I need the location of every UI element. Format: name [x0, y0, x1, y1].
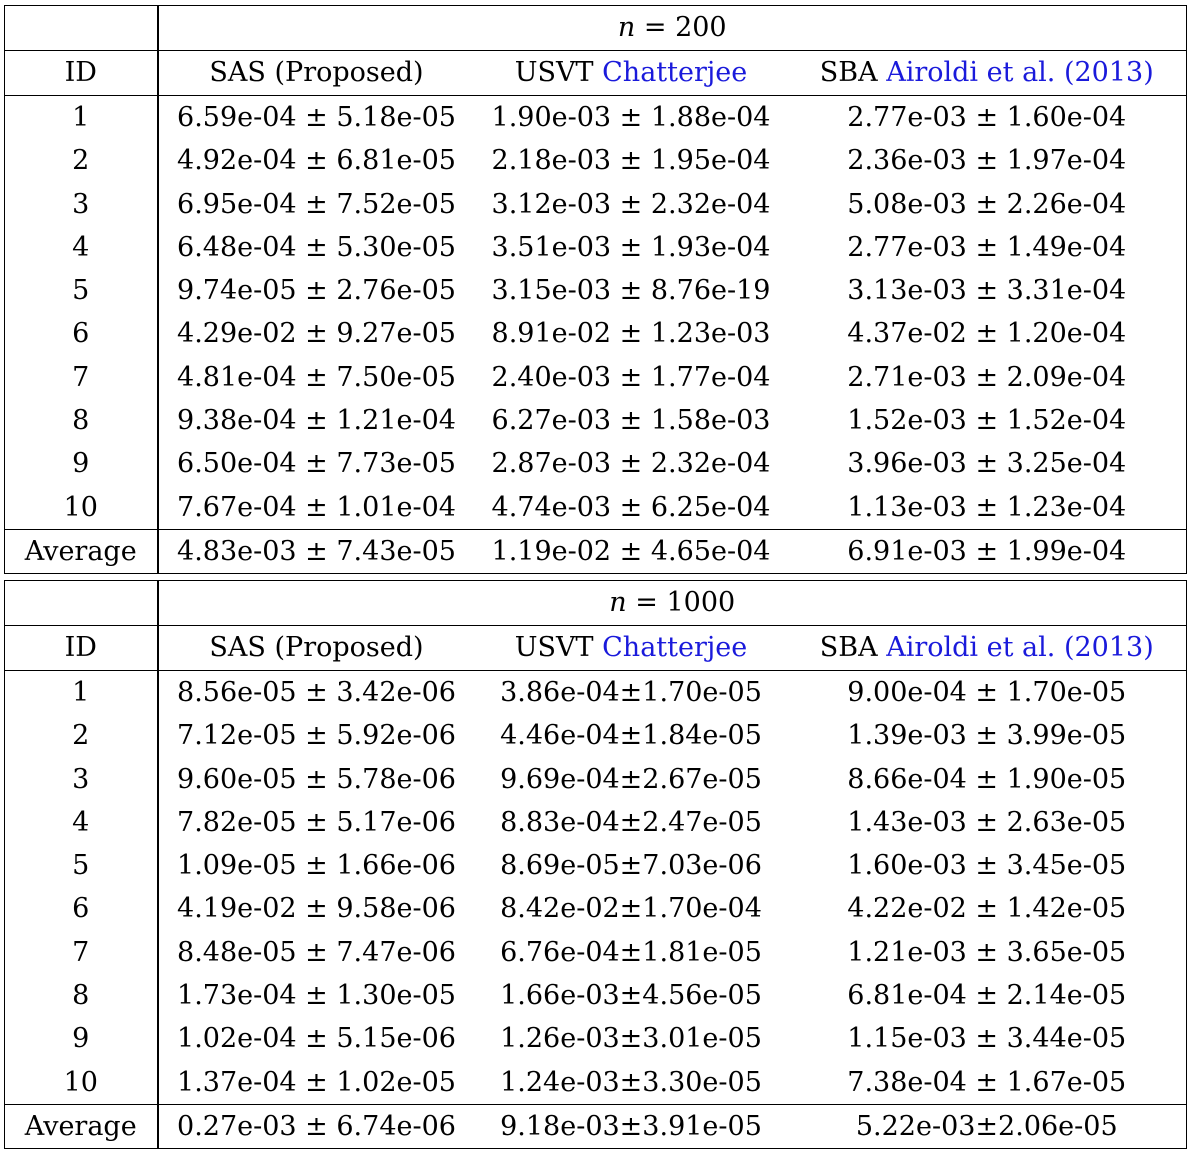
table-row [5, 442, 1187, 485]
usvt-cell: 1.66e-03±4.56e-05 [500, 980, 762, 1012]
average-sba-cell: 6.91e-03 ± 1.99e-04 [788, 529, 1187, 573]
sba-cell: 1.21e-03 ± 3.65e-05 [788, 931, 1187, 974]
id-cell: 5 [5, 844, 158, 887]
n-header-cell [158, 6, 1187, 51]
sas-cell: 1.09e-05 ± 1.66e-06 [177, 850, 456, 882]
table-row [5, 844, 1187, 887]
n-value: 200 [675, 12, 727, 43]
table-row [5, 714, 1187, 757]
sas-cell: 9.74e-05 ± 2.76e-05 [177, 275, 456, 307]
n-header-cell [158, 581, 1187, 626]
average-usvt-cell: 9.18e-03±3.91e-05 [475, 1104, 788, 1148]
equals-sign: = [635, 12, 676, 43]
sas-cell: 9.60e-05 ± 5.78e-06 [177, 763, 456, 795]
blank-corner-cell [5, 581, 158, 626]
table-body [5, 671, 1187, 1105]
table-row [5, 887, 1187, 930]
sas-cell: 4.29e-02 ± 9.27e-05 [177, 318, 456, 350]
usvt-citation-link[interactable]: Chatterjee [602, 57, 748, 88]
usvt-cell: 3.51e-03 ± 1.93e-04 [491, 231, 771, 263]
sba-cell: 1.60e-03 ± 3.45e-05 [788, 844, 1187, 887]
sas-cell: 1.02e-04 ± 5.15e-06 [177, 1023, 456, 1055]
sba-cell: 5.08e-03 ± 2.26e-04 [788, 183, 1187, 226]
sas-cell: 4.81e-04 ± 7.50e-05 [177, 361, 456, 393]
usvt-citation-link[interactable]: Chatterjee [602, 632, 748, 663]
sas-cell: 9.38e-04 ± 1.21e-04 [177, 405, 456, 437]
usvt-label: USVT [514, 57, 594, 88]
id-cell: 5 [5, 269, 158, 312]
sba-cell: 3.13e-03 ± 3.31e-04 [788, 269, 1187, 312]
sba-cell: 1.13e-03 ± 1.23e-04 [788, 486, 1187, 530]
table-row [5, 356, 1187, 399]
id-cell: 4 [5, 226, 158, 269]
equals-sign: = [626, 587, 667, 618]
usvt-cell: 6.27e-03 ± 1.58e-03 [491, 405, 771, 437]
sba-cell: 2.71e-03 ± 2.09e-04 [788, 356, 1187, 399]
id-cell: 6 [5, 312, 158, 355]
usvt-cell: 8.91e-02 ± 1.23e-03 [491, 318, 771, 350]
sas-cell: 4.92e-04 ± 6.81e-05 [177, 145, 456, 177]
id-cell: 10 [5, 486, 158, 530]
sas-cell: 4.19e-02 ± 9.58e-06 [177, 893, 456, 925]
sba-cell: 7.38e-04 ± 1.67e-05 [788, 1061, 1187, 1105]
id-cell: 7 [5, 931, 158, 974]
table-row [5, 183, 1187, 226]
sba-cell: 8.66e-04 ± 1.90e-05 [788, 758, 1187, 801]
table-row [5, 974, 1187, 1017]
id-cell: 10 [5, 1061, 158, 1105]
usvt-cell: 2.40e-03 ± 1.77e-04 [491, 361, 771, 393]
average-usvt-cell: 1.19e-02 ± 4.65e-04 [475, 529, 788, 573]
sas-cell: 1.73e-04 ± 1.30e-05 [177, 980, 456, 1012]
sas-cell: 7.12e-05 ± 5.92e-06 [177, 720, 456, 752]
sas-cell: 1.37e-04 ± 1.02e-05 [177, 1066, 456, 1098]
sba-cell: 2.36e-03 ± 1.97e-04 [788, 139, 1187, 182]
n-value: 1000 [666, 587, 736, 618]
usvt-cell: 9.69e-04±2.67e-05 [500, 763, 762, 795]
table-row [5, 399, 1187, 442]
n-header-row [5, 581, 1187, 626]
average-sas-cell: 4.83e-03 ± 7.43e-05 [158, 529, 475, 573]
id-cell: 3 [5, 183, 158, 226]
usvt-column-header [475, 51, 788, 96]
usvt-cell: 4.74e-03 ± 6.25e-04 [491, 491, 771, 523]
id-cell: 9 [5, 1017, 158, 1060]
table-row [5, 226, 1187, 269]
sba-label: SBA [819, 632, 878, 663]
usvt-label: USVT [514, 632, 594, 663]
usvt-column-header [475, 626, 788, 671]
sba-cell: 1.52e-03 ± 1.52e-04 [788, 399, 1187, 442]
sas-cell: 6.50e-04 ± 7.73e-05 [177, 448, 456, 480]
id-cell: 8 [5, 399, 158, 442]
sba-cell: 1.15e-03 ± 3.44e-05 [788, 1017, 1187, 1060]
id-cell: 1 [5, 96, 158, 140]
table-row [5, 269, 1187, 312]
id-cell: 2 [5, 714, 158, 757]
table-row [5, 139, 1187, 182]
usvt-cell: 6.76e-04±1.81e-05 [500, 936, 762, 968]
column-header-row [5, 51, 1187, 96]
sas-column-header: SAS (Proposed) [158, 626, 475, 671]
n-variable: n [617, 12, 636, 43]
sba-column-header [788, 51, 1187, 96]
id-cell: 9 [5, 442, 158, 485]
table-row [5, 1061, 1187, 1105]
sba-cell: 1.39e-03 ± 3.99e-05 [788, 714, 1187, 757]
average-section [5, 1104, 1187, 1148]
table-row [5, 486, 1187, 530]
sas-cell: 8.48e-05 ± 7.47e-06 [177, 936, 456, 968]
id-cell: 1 [5, 671, 158, 715]
usvt-cell: 1.24e-03±3.30e-05 [500, 1066, 762, 1098]
average-label-cell: Average [5, 1104, 158, 1148]
sba-cell: 2.77e-03 ± 1.49e-04 [788, 226, 1187, 269]
table-row [5, 758, 1187, 801]
usvt-cell: 8.42e-02±1.70e-04 [500, 893, 762, 925]
usvt-cell: 8.83e-04±2.47e-05 [500, 806, 762, 838]
average-section [5, 529, 1187, 573]
table-row [5, 801, 1187, 844]
table-row [5, 931, 1187, 974]
sba-column-header [788, 626, 1187, 671]
usvt-cell: 3.12e-03 ± 2.32e-04 [491, 188, 771, 220]
usvt-cell: 1.90e-03 ± 1.88e-04 [475, 96, 788, 140]
average-row [5, 529, 1187, 573]
results-table-n200 [4, 5, 1186, 574]
table-body [5, 96, 1187, 530]
sba-cell: 4.37e-02 ± 1.20e-04 [788, 312, 1187, 355]
usvt-cell: 8.69e-05±7.03e-06 [500, 850, 762, 882]
sba-cell: 9.00e-04 ± 1.70e-05 [788, 671, 1187, 715]
sas-cell: 8.56e-05 ± 3.42e-06 [158, 671, 475, 715]
usvt-cell: 2.18e-03 ± 1.95e-04 [491, 145, 771, 177]
sas-cell: 7.82e-05 ± 5.17e-06 [177, 806, 456, 838]
usvt-cell: 1.26e-03±3.01e-05 [500, 1023, 762, 1055]
id-cell: 6 [5, 887, 158, 930]
results-table-n1000 [4, 580, 1186, 1149]
table-row [5, 96, 1187, 140]
average-sas-cell: 0.27e-03 ± 6.74e-06 [158, 1104, 475, 1148]
n-variable: n [609, 587, 627, 618]
average-label-cell: Average [5, 529, 158, 573]
id-cell: 2 [5, 139, 158, 182]
id-cell: 7 [5, 356, 158, 399]
id-cell: 4 [5, 801, 158, 844]
sas-cell: 6.95e-04 ± 7.52e-05 [177, 188, 456, 220]
sas-cell: 6.48e-04 ± 5.30e-05 [177, 231, 456, 263]
usvt-cell: 4.46e-04±1.84e-05 [500, 720, 762, 752]
column-header-row [5, 626, 1187, 671]
average-sba-cell: 5.22e-03±2.06e-05 [788, 1104, 1187, 1148]
sas-cell: 6.59e-04 ± 5.18e-05 [158, 96, 475, 140]
blank-corner-cell [5, 6, 158, 51]
sba-cell: 2.77e-03 ± 1.60e-04 [788, 96, 1187, 140]
sba-citation-link[interactable]: Airoldi et al. (2013) [886, 632, 1154, 663]
sas-column-header: SAS (Proposed) [158, 51, 475, 96]
n-header-row [5, 6, 1187, 51]
sba-cell: 4.22e-02 ± 1.42e-05 [788, 887, 1187, 930]
sba-label: SBA [819, 57, 878, 88]
average-row [5, 1104, 1187, 1148]
table-row [5, 671, 1187, 715]
sba-citation-link[interactable]: Airoldi et al. (2013) [886, 57, 1154, 88]
id-column-header: ID [5, 626, 158, 671]
id-cell: 8 [5, 974, 158, 1017]
usvt-cell: 2.87e-03 ± 2.32e-04 [491, 448, 771, 480]
sba-cell: 6.81e-04 ± 2.14e-05 [788, 974, 1187, 1017]
table-row [5, 1017, 1187, 1060]
sba-cell: 1.43e-03 ± 2.63e-05 [788, 801, 1187, 844]
sas-cell: 7.67e-04 ± 1.01e-04 [177, 491, 456, 523]
id-cell: 3 [5, 758, 158, 801]
id-column-header: ID [5, 51, 158, 96]
usvt-cell: 3.86e-04±1.70e-05 [475, 671, 788, 715]
usvt-cell: 3.15e-03 ± 8.76e-19 [491, 275, 771, 307]
table-row [5, 312, 1187, 355]
sba-cell: 3.96e-03 ± 3.25e-04 [788, 442, 1187, 485]
